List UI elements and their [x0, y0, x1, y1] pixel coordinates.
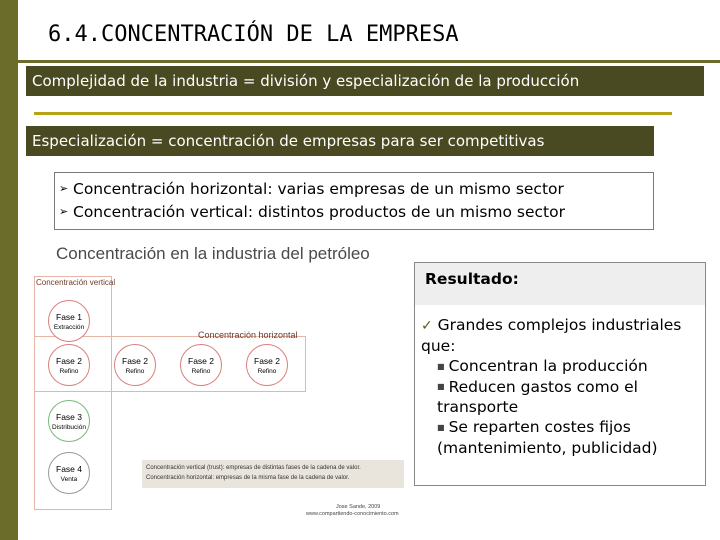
legend-horizontal: Concentración horizontal: empresas de la misma fase de la cadena de valor.	[146, 475, 350, 481]
result-item-2-text: Reducen gastos como el transporte	[437, 377, 638, 416]
result-box	[414, 262, 706, 486]
fase1-name: Fase 1	[56, 311, 82, 322]
fase2-circle-1	[48, 344, 90, 386]
complexity-text: Complejidad de la industria = división y especialización de la producción	[32, 72, 580, 90]
specialization-box	[26, 126, 654, 156]
bullet-horizontal-text: Concentración horizontal: varias empresas de un mismo sector	[73, 179, 564, 198]
arrow-bullet-icon: ➢	[59, 182, 69, 195]
fase3-circle	[48, 400, 90, 442]
fase2-sub: Refino	[59, 367, 79, 375]
result-intro-text: Grandes complejos industriales que:	[421, 316, 682, 355]
fase2-circle-3	[180, 344, 222, 386]
fase3-name: Fase 3	[56, 411, 82, 422]
credit-url: www.compartiendo-conocimiento.com	[306, 511, 399, 517]
result-body	[421, 315, 701, 458]
slide-title: 6.4.CONCENTRACIÓN DE LA EMPRESA	[48, 22, 459, 47]
specialization-text: Especialización = concentración de empresas para ser competitivas	[32, 132, 545, 150]
result-item-2	[421, 377, 701, 418]
fase2-sub: Refino	[191, 367, 211, 375]
result-intro	[421, 315, 701, 356]
fase2-name: Fase 2	[188, 355, 214, 366]
legend-vertical: Concentración vertical (trust): empresas de distintas fases de la cadena de valor.	[146, 465, 361, 471]
credit-author: Jose Sande, 2009	[336, 504, 381, 510]
fase3-sub: Distribución	[52, 423, 86, 431]
diagram-title: Concentración en la industria del petróleo	[56, 244, 370, 263]
result-item-1	[421, 356, 701, 377]
fase2-sub: Refino	[257, 367, 277, 375]
olive-divider	[34, 112, 672, 115]
bullet-horizontal	[59, 177, 649, 200]
fase2-sub: Refino	[125, 367, 145, 375]
arrow-bullet-icon: ➢	[59, 205, 69, 218]
result-header: Resultado:	[415, 263, 705, 305]
result-item-3	[421, 417, 701, 458]
horizontal-label: Concentración horizontal	[198, 330, 298, 340]
fase2-name: Fase 2	[254, 355, 280, 366]
left-accent-bar	[0, 0, 18, 540]
fase2-circle-2	[114, 344, 156, 386]
diagram-legend	[142, 460, 404, 488]
oil-industry-diagram	[30, 238, 418, 520]
fase4-circle	[48, 452, 90, 494]
square-bullet-icon: ■	[437, 422, 445, 432]
fase4-sub: Venta	[60, 475, 78, 483]
fase1-circle	[48, 300, 90, 342]
bullet-vertical	[59, 200, 649, 223]
title-divider	[18, 60, 720, 63]
concentration-types-box	[54, 172, 654, 230]
fase2-name: Fase 2	[122, 355, 148, 366]
result-item-3-text: Se reparten costes fijos (mantenimiento, publicidad)	[437, 418, 658, 457]
bullet-vertical-text: Concentración vertical: distintos productos de un mismo sector	[73, 202, 565, 221]
square-bullet-icon: ■	[437, 382, 445, 391]
vertical-label: Concentración vertical	[36, 278, 116, 287]
fase4-name: Fase 4	[56, 463, 82, 474]
result-item-1-text: Concentran la producción	[448, 357, 648, 375]
fase2-name: Fase 2	[56, 355, 82, 366]
fase1-sub: Extracción	[53, 323, 85, 331]
square-bullet-icon: ■	[437, 361, 445, 371]
fase2-circle-4	[246, 344, 288, 386]
complexity-box	[26, 66, 704, 96]
check-icon: ✓	[421, 318, 433, 334]
